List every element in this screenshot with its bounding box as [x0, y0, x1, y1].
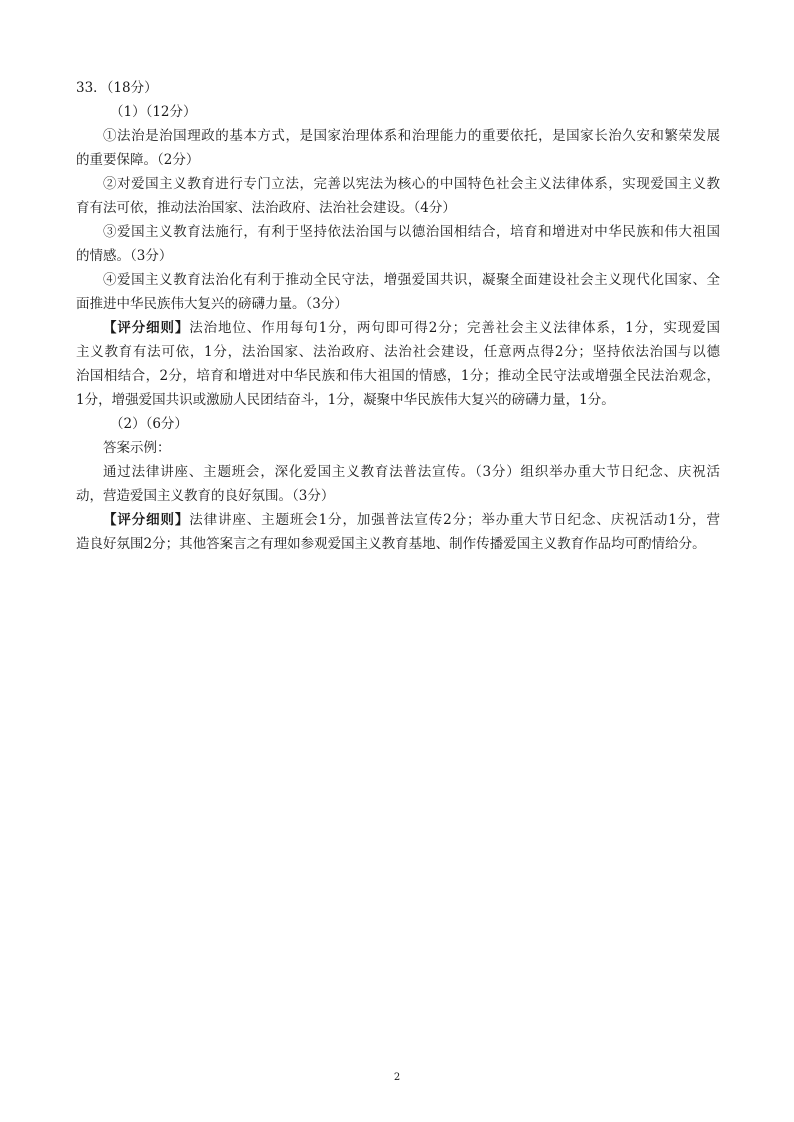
point-4-line-1: ④爱国主义教育法治化有利于推动全民守法，增强爱国共识，凝聚全面建设社会主义现代化国家、全 [103, 272, 720, 288]
point-2-line-2: 育有法可依，推动法治国家、法治政府、法治社会建设。（4分） [76, 200, 456, 216]
answer-document [76, 76, 720, 556]
point-3-line-2: 的情感。（3分） [76, 248, 173, 264]
part2-rubric-line-1 [76, 508, 720, 532]
point-1-line-1: ①法治是治国理政的基本方式，是国家治理体系和治理能力的重要依托，是国家长治久安和繁荣发展 [103, 128, 720, 144]
part2-rubric-label: 【评分细则】 [103, 512, 190, 528]
answer-example-line-2: 动，营造爱国主义教育的良好氛围。（3分） [76, 488, 335, 504]
part1-rubric-line-2: 主义教育有法可依，1分，法治国家、法治政府、法治社会建设，任意两点得2分；坚持依法治国与以德 [76, 344, 720, 360]
point-4-line-2: 面推进中华民族伟大复兴的磅礴力量。（3分） [76, 296, 348, 312]
question-header: 33．（18分） [76, 80, 158, 96]
part2-rubric-text: 法律讲座、主题班会1分，加强普法宣传2分；举办重大节日纪念、庆祝活动1分，营 [189, 512, 720, 528]
page-number: 2 [393, 1072, 401, 1083]
answer-example-label: 答案示例： [103, 440, 171, 456]
part1-rubric-line-1 [76, 316, 720, 340]
point-3-line-1: ③爱国主义教育法施行，有利于坚持依法治国与以德治国相结合，培育和增进对中华民族和伟大祖国 [103, 224, 720, 240]
part1-header: （1）（12分） [110, 104, 197, 120]
point-2-line-1: ②对爱国主义教育进行专门立法，完善以宪法为核心的中国特色社会主义法律体系，实现爱国主义教 [103, 176, 720, 192]
part1-rubric-line-3: 治国相结合，2分，培育和增进对中华民族和伟大祖国的情感，1分；推动全民守法或增强全民法治观念， [76, 368, 720, 384]
part2-header: （2）（6分） [110, 416, 188, 432]
part1-rubric-label: 【评分细则】 [103, 320, 190, 336]
point-1-line-2: 的重要保障。（2分） [76, 152, 200, 168]
part1-rubric-text: 法治地位、作用每句1分，两句即可得2分；完善社会主义法律体系，1分，实现爱国 [189, 320, 720, 336]
answer-example-line-1: 通过法律讲座、主题班会，深化爱国主义教育法普法宣传。（3分）组织举办重大节日纪念、庆祝活 [103, 464, 720, 480]
part2-rubric-line-2: 造良好氛围2分；其他答案言之有理如参观爱国主义教育基地、制作传播爱国主义教育作品均可酌情给分。 [76, 536, 706, 552]
part1-rubric-line-4: 1分，增强爱国共识或激励人民团结奋斗，1分，凝聚中华民族伟大复兴的磅礴力量，1分。 [76, 392, 615, 408]
